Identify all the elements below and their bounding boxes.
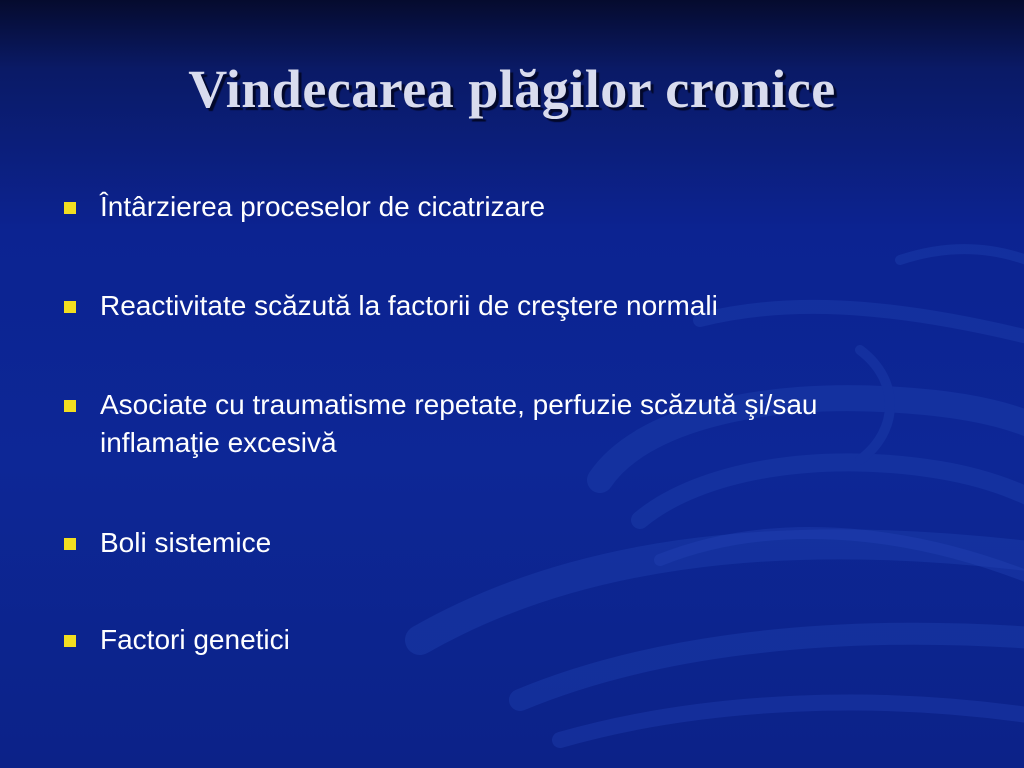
bullet-item: [62, 524, 942, 562]
bullet-text: Asociate cu traumatisme repetate, perfuzie scăzută şi/sau inflamaţie excesivă: [100, 389, 818, 458]
square-bullet-icon: [64, 635, 76, 647]
square-bullet-icon: [64, 400, 76, 412]
bullet-item: [62, 621, 942, 659]
bullet-item: [62, 386, 942, 462]
square-bullet-icon: [64, 301, 76, 313]
bullet-text: Întârzierea proceselor de cicatrizare: [100, 191, 546, 222]
slide-title: Vindecarea plăgilor cronice: [188, 59, 836, 119]
bullet-text: Reactivitate scăzută la factorii de creştere normali: [100, 290, 718, 321]
bullet-text: Boli sistemice: [100, 527, 272, 558]
bullet-text: Factori genetici: [100, 624, 290, 655]
bullet-item: [62, 287, 942, 325]
bullet-item: [62, 188, 942, 226]
square-bullet-icon: [64, 538, 76, 550]
square-bullet-icon: [64, 202, 76, 214]
